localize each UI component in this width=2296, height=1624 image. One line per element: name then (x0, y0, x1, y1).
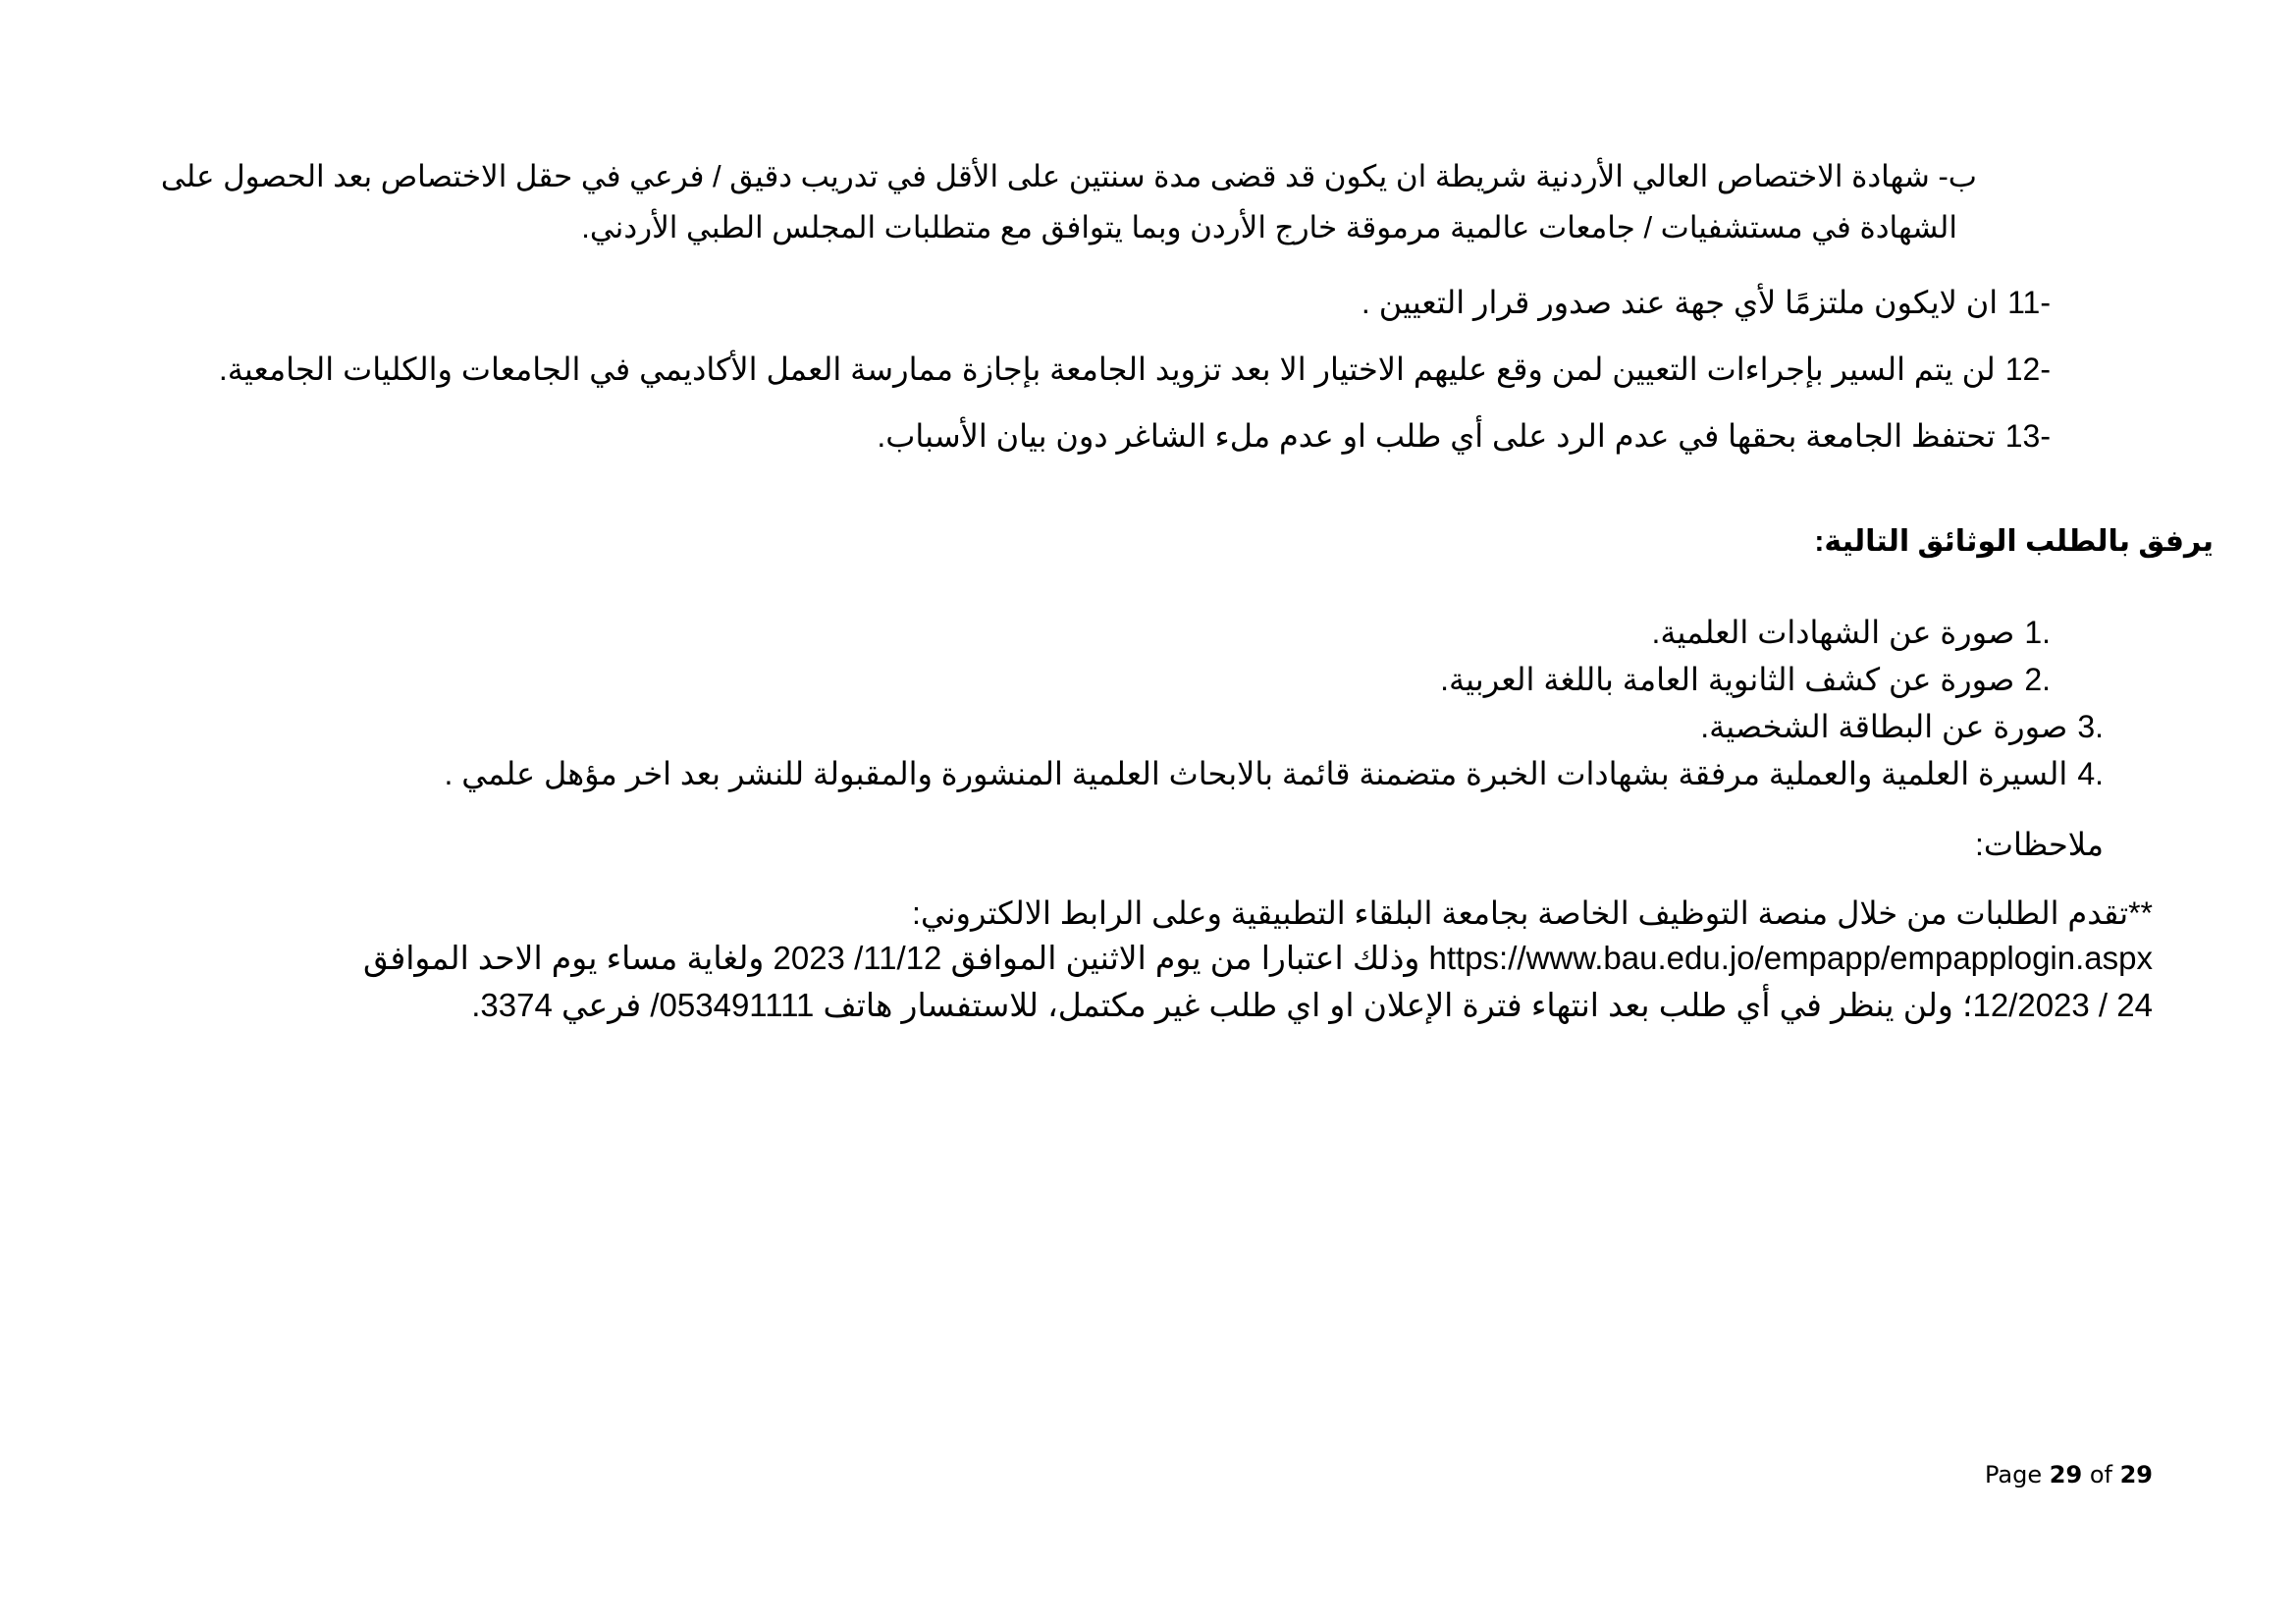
item-number: 2. (2024, 662, 2051, 697)
section-b-line-2: الشهادة في مستشفيات / جامعات عالمية مرموقة خارج الأردن وبما يتوافق مع متطلبات المجلس الطبي الأردني. (581, 210, 1957, 244)
item-text: صورة عن كشف الثانوية العامة باللغة العربية. (1440, 662, 2015, 697)
item-number: 4. (2077, 756, 2104, 791)
item-number: 13- (2004, 418, 2051, 454)
document-item-2 (1440, 658, 2051, 701)
notes-line-3: 24 / 12/2023؛ ولن ينظر في أي طلب بعد انتهاء فترة الإعلان او اي طلب غير مكتمل، للاستفسار هاتف 053491111/ فرعي 3374. (471, 987, 2153, 1023)
documents-heading: يرفق بالطلب الوثائق التالية: (1814, 525, 2214, 558)
page-total: 29 (2119, 1461, 2153, 1489)
item-number: 1. (2024, 615, 2051, 650)
section-b-line-1: ب- شهادة الاختصاص العالي الأردنية شريطة ان يكون قد قضى مدة سنتين على الأقل في تدريب دقيق / فرعي في حقل الاختصاص بعد الحصول على (160, 159, 1977, 193)
item-text: السيرة العلمية والعملية مرفقة بشهادات الخبرة متضمنة قائمة بالابحاث العلمية المنشورة والمقبولة للنشر بعد اخر مؤهل علمي . (444, 756, 2068, 791)
document-item-4 (444, 752, 2104, 795)
notes-line-1: **تقدم الطلبات من خلال منصة التوظيف الخاصة بجامعة البلقاء التطبيقية وعلى الرابط الالكتروني: (912, 895, 2153, 931)
item-text: صورة عن البطاقة الشخصية. (1700, 709, 2068, 744)
condition-item-13 (877, 414, 2051, 458)
item-text: تحتفظ الجامعة بحقها في عدم الرد على أي طلب او عدم ملء الشاغر دون بيان الأسباب. (877, 418, 1996, 454)
item-text: ان لايكون ملتزمًا لأي جهة عند صدور قرار التعيين . (1361, 285, 1999, 320)
notes-line-2-text: وذلك اعتبارا من يوم الاثنين الموافق 11/12/ 2023 ولغاية مساء يوم الاحد الموافق (362, 940, 1429, 976)
item-text: صورة عن الشهادات العلمية. (1651, 615, 2015, 650)
page-footer (1985, 1461, 2153, 1489)
item-number: 3. (2077, 709, 2104, 744)
notes-line-2 (363, 937, 2153, 980)
notes-heading: ملاحظات: (1974, 827, 2104, 862)
document-item-3 (1700, 705, 2104, 748)
item-number: 12- (2004, 352, 2051, 387)
application-link[interactable]: https://www.bau.edu.jo/empapp/empapplogin.aspx (1428, 940, 2153, 976)
item-number: 11- (2007, 285, 2051, 320)
condition-item-11 (1362, 281, 2051, 324)
item-text: لن يتم السير بإجراءات التعيين لمن وقع عليهم الاختيار الا بعد تزويد الجامعة بإجازة ممارسة العمل الأكاديمي في الجامعات والكليات الجامعية. (218, 352, 1996, 387)
of-label: of (2089, 1461, 2112, 1489)
document-item-1 (1651, 611, 2051, 654)
condition-item-12 (219, 348, 2051, 391)
page-label: Page (1985, 1461, 2043, 1489)
page-current: 29 (2049, 1461, 2083, 1489)
